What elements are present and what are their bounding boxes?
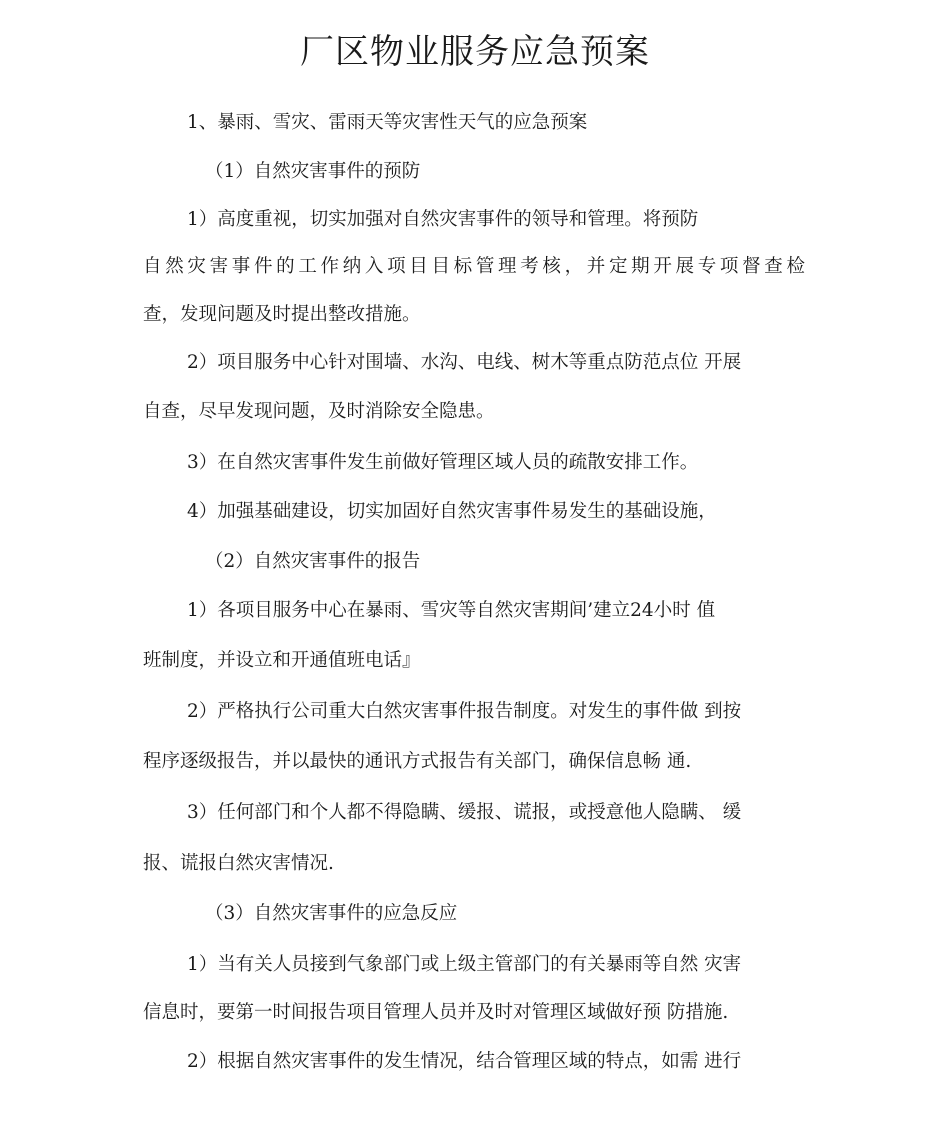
paragraph-line: 4）加强基础建设，切实加固好自然灾害事件易发生的基础设施， — [187, 501, 717, 522]
paragraph-line: 1）各项目服务中心在暴雨、雪灾等自然灾害期间’建立24小时 值 — [187, 600, 716, 621]
paragraph-line: 程序逐级报告，并以最快的通讯方式报告有关部门，确保信息畅 通. — [143, 751, 692, 772]
paragraph-line: 1）高度重视，切实加强对自然灾害事件的领导和管理。将预防 — [187, 209, 699, 230]
subsection-heading-report: （2）自然灾害事件的报告 — [205, 551, 421, 572]
document-title: 厂区物业服务应急预案 — [300, 32, 650, 72]
subsection-heading-prevention: （1）自然灾害事件的预防 — [205, 161, 421, 182]
paragraph-line: 2）根据自然灾害事件的发生情况，结合管理区域的特点，如需 进行 — [187, 1051, 742, 1072]
paragraph-line: 信息时，要第一时间报告项目管理人员并及时对管理区域做好预 防措施. — [143, 1002, 729, 1023]
paragraph-line: 1）当有关人员接到气象部门或上级主管部门的有关暴雨等自然 灾害 — [187, 954, 742, 975]
paragraph-line: 2）项目服务中心针对围墙、水沟、电线、树木等重点防范点位 开展 — [187, 352, 742, 373]
paragraph-line: 自查，尽早发现问题，及时消除安全隐患。 — [143, 401, 495, 422]
paragraph-line: 3）任何部门和个人都不得隐瞒、缓报、谎报，或授意他人隐瞒、 缓 — [187, 802, 742, 823]
section-heading-1: 1、暴雨、雪灾、雷雨天等灾害性天气的应急预案 — [187, 112, 588, 133]
paragraph-line: 班制度，并设立和开通值班电话』 — [143, 650, 421, 671]
paragraph-line: 自然灾害事件的工作纳入项目目标管理考核，并定期开展专项督查检 — [143, 256, 805, 277]
paragraph-line: 报、谎报白然灾害情况. — [143, 853, 334, 874]
subsection-heading-response: （3）自然灾害事件的应急反应 — [205, 903, 458, 924]
paragraph-line: 3）在自然灾害事件发生前做好管理区域人员的疏散安排工作。 — [187, 452, 699, 473]
paragraph-line: 查，发现问题及时提出整改措施。 — [143, 304, 421, 325]
paragraph-line: 2）严格执行公司重大白然灾害事件报告制度。对发生的事件做 到按 — [187, 701, 742, 722]
